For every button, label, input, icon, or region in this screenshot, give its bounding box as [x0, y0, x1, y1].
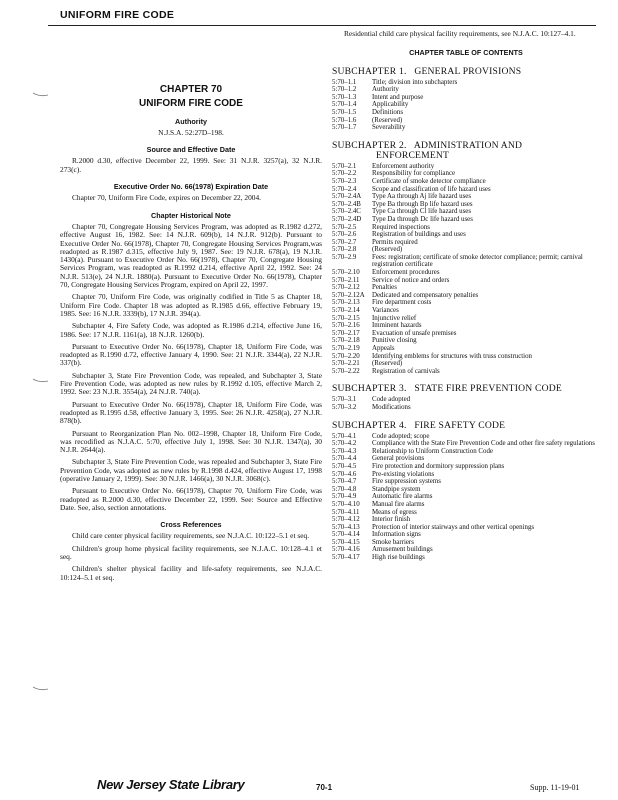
toc-section-list — [332, 79, 600, 132]
section-number: 5:70–4.5 — [332, 462, 357, 470]
history-notes — [60, 223, 322, 512]
supplement-date: Supp. 11-19-01 — [530, 783, 580, 792]
section-number: 5:70–2.4B — [332, 200, 361, 208]
section-title: Imminent hazards — [372, 322, 422, 330]
section-title: Amusement buildings — [372, 546, 433, 554]
toc-entry[interactable] — [332, 94, 600, 102]
section-number: 5:70–2.17 — [332, 329, 360, 337]
toc-entry[interactable] — [332, 224, 600, 232]
section-title: Type Aa through Aj life hazard uses — [372, 193, 472, 201]
toc-entry[interactable] — [332, 455, 600, 463]
section-title: Identifying emblems for structures with truss construction — [372, 352, 532, 360]
history-paragraph: Pursuant to Executive Order No. 66(1978), Chapter 18, Uniform Fire Code, was readopted as R.1990 d.72, effective January 4, 1990. See: 21 N.J.R. 3344(a), 22 N.J.R. 337(b). — [60, 341, 322, 368]
section-number: 5:70–2.4A — [332, 193, 362, 201]
section-number: 5:70–2.3 — [332, 177, 357, 185]
toc-entry[interactable] — [332, 307, 600, 315]
toc-entry[interactable] — [332, 546, 600, 554]
toc-entry[interactable] — [332, 239, 600, 247]
history-paragraph: Chapter 70, Congregate Housing Services Program, was adopted as R.1982 d.272, effective August 16, 1982. See: 14 N.J.R. 609(b), 14 N.J.R. 912(b). Pursuant to Executive Order No. 66(1978), Chapter 70, Congregate Housing Services Program,was readopted as R.1987 d.315, effective July 9, 1987. See: 19 N.J.R. 678(a), 19 N.J.R. 1430(a). Pursuant to Executive Order No. 66(1978), Chapter 70, Congregate Housing Services Program, was readopted as R.1992 d.214, effective April 22, 1992. See: 24 N.J.R. 513(e), 24 N.J.R. 1880(a). Pursuant to Executive Order No. 66(1978), Chapter 70, Congregate Housing Services Program, expired on April 22, 1997. — [60, 221, 322, 290]
section-title: Modifications — [372, 403, 411, 411]
source-text: R.2000 d.30, effective December 22, 1999. See: 31 N.J.R. 3257(a), 32 N.J.R. 273(c). — [60, 156, 322, 174]
cross-reference-paragraph: Children's shelter physical facility and life-safety requirements, see N.J.A.C. 10:124–5.1 et seq. — [60, 564, 322, 582]
toc-entry[interactable] — [332, 231, 600, 239]
section-title: Penalties — [372, 284, 397, 292]
section-number: 5:70–4.1 — [332, 432, 357, 440]
history-paragraph: Pursuant to Executive Order No. 66(1978), Chapter 70, Uniform Fire Code, was readopted as R.2000 d.30, effective December 22, 1999. See: Source and Effective Date. See, also, section annotations. — [60, 486, 322, 512]
section-title: Applicability — [372, 101, 409, 109]
section-number: 5:70–4.3 — [332, 447, 357, 455]
section-number: 5:70–2.12 — [332, 284, 360, 292]
subchapter-title-continued: ENFORCEMENT — [376, 149, 450, 161]
section-title: Evacuation of unsafe premises — [372, 329, 457, 337]
section-title: Means of egress — [372, 508, 417, 516]
section-title: Information signs — [372, 531, 421, 539]
section-number: 5:70–2.4C — [332, 208, 361, 216]
section-title: Code adopted — [372, 396, 411, 404]
section-number: 5:70–4.16 — [332, 546, 360, 554]
section-number: 5:70–1.2 — [332, 86, 357, 94]
toc-entry[interactable] — [332, 433, 600, 441]
section-number: 5:70–2.15 — [332, 314, 360, 322]
section-title: High rise buildings — [372, 554, 425, 562]
section-number: 5:70–2.18 — [332, 337, 360, 345]
section-number: 5:70–2.9 — [332, 253, 357, 261]
section-title: Registration of carnivals — [372, 367, 440, 375]
toc-entry[interactable] — [332, 463, 600, 471]
section-number: 5:70–2.2 — [332, 170, 357, 178]
section-number: 5:70–4.2 — [332, 440, 357, 448]
section-number: 5:70–2.16 — [332, 322, 360, 330]
section-number: 5:70–4.17 — [332, 554, 360, 562]
section-number: 5:70–4.15 — [332, 538, 360, 546]
toc-entry[interactable] — [332, 404, 600, 412]
section-number: 5:70–2.20 — [332, 352, 360, 360]
chapter-title: UNIFORM FIRE CODE — [139, 98, 243, 110]
section-title: Appeals — [372, 345, 395, 352]
section-title: Variances — [372, 307, 399, 315]
toc-entry[interactable] — [332, 440, 600, 448]
toc-entry[interactable] — [332, 509, 600, 517]
section-title: Relationship to Uniform Construction Code — [372, 447, 493, 455]
toc-entry[interactable] — [332, 117, 600, 125]
toc-entry[interactable] — [332, 345, 600, 353]
section-title: Type Ba through Bp life hazard uses — [372, 200, 473, 208]
toc-entry[interactable] — [332, 284, 600, 292]
toc-entry[interactable] — [332, 254, 600, 269]
section-title: Smoke barriers — [372, 538, 414, 546]
section-title: Code adopted; scope — [372, 432, 430, 440]
cross-reference-continued: Residential child care physical facility requirements, see N.J.A.C. 10:127–4.1. — [344, 29, 576, 38]
chapter-number: CHAPTER 70 — [159, 84, 223, 95]
toc-entry[interactable] — [332, 201, 600, 209]
running-header: UNIFORM FIRE CODE — [60, 9, 175, 21]
section-number: 5:70–4.8 — [332, 485, 357, 493]
subchapter-heading — [332, 384, 600, 394]
section-title: Permits required — [372, 238, 418, 246]
history-paragraph: Pursuant to Executive Order No. 66(1978), Chapter 18, Uniform Fire Code, was readopted as R.1995 d.58, effective January 3, 1995. See: 26 N.J.R. 4258(a), 27 N.J.R. 878(b). — [60, 399, 322, 426]
section-title: Fire protection and dormitory suppression plans — [372, 462, 505, 470]
section-title: Registration of buildings and uses — [372, 231, 466, 239]
toc-entry[interactable] — [332, 315, 600, 323]
toc-entry[interactable] — [332, 531, 600, 539]
section-title: (Reserved) — [372, 360, 403, 368]
toc-entry[interactable] — [332, 216, 600, 224]
right-column — [332, 30, 600, 562]
authority-heading: Authority — [175, 116, 207, 126]
section-title: Scope and classification of life hazard uses — [372, 185, 491, 193]
toc-entry[interactable] — [332, 109, 600, 117]
section-number: 5:70–2.10 — [332, 269, 360, 277]
section-number: 5:70–2.21 — [332, 360, 360, 368]
toc-entry[interactable] — [332, 337, 600, 345]
toc-section-list — [332, 396, 600, 411]
left-column — [60, 30, 322, 586]
toc-entry[interactable] — [332, 178, 600, 186]
section-number: 5:70–1.6 — [332, 116, 357, 124]
section-number: 5:70–2.12A — [332, 291, 365, 299]
section-title: Standpipe system — [372, 485, 421, 493]
history-heading: Chapter Historical Note — [151, 210, 231, 220]
section-title: Authority — [372, 86, 399, 94]
section-title: Type Ca through Cl life hazard uses — [372, 208, 472, 216]
cross-references — [60, 532, 322, 581]
section-number: 5:70–2.8 — [332, 246, 357, 254]
section-title: Required inspections — [372, 223, 430, 231]
toc-entry[interactable] — [332, 516, 600, 524]
section-number: 5:70–1.1 — [332, 78, 357, 86]
section-number: 5:70–2.1 — [332, 162, 357, 170]
history-paragraph: Subchapter 4, Fire Safety Code, was adopted as R.1986 d.214, effective June 16, 1986. See: 17 N.J.R. 1161(a), 18 N.J.R. 1260(b). — [60, 321, 322, 339]
toc-section-list — [332, 433, 600, 562]
toc-entry[interactable] — [332, 478, 600, 486]
table-of-contents — [332, 67, 600, 562]
subchapter-heading — [332, 67, 600, 77]
toc-entry[interactable] — [332, 353, 600, 361]
section-title: Compliance with the State Fire Prevention Code and other fire safety regulations — [372, 440, 595, 448]
toc-entry[interactable] — [332, 539, 600, 547]
toc-entry[interactable] — [332, 101, 600, 109]
section-title: Responsibility for compliance — [372, 170, 456, 178]
margin-mark — [32, 90, 50, 100]
page-number: 70-1 — [316, 783, 333, 792]
toc-entry[interactable] — [332, 396, 600, 404]
section-number: 5:70–1.5 — [332, 108, 357, 116]
section-number: 5:70–3.2 — [332, 403, 357, 411]
toc-entry[interactable] — [332, 299, 600, 307]
section-title: Enforcement authority — [372, 162, 435, 170]
section-title: Service of notice and orders — [372, 276, 450, 284]
section-title: Interior finish — [372, 516, 411, 524]
toc-entry[interactable] — [332, 186, 600, 194]
section-number: 5:70–4.7 — [332, 478, 357, 486]
subchapter-heading — [332, 421, 600, 431]
toc-entry[interactable] — [332, 208, 600, 216]
toc-entry[interactable] — [332, 86, 600, 94]
margin-mark — [32, 684, 50, 694]
section-number: 5:70–3.1 — [332, 396, 357, 404]
toc-entry[interactable] — [332, 170, 600, 178]
section-number: 5:70–2.14 — [332, 307, 360, 315]
section-title: Protection of interior stairways and other vertical openings — [372, 523, 535, 531]
subchapter-title: SUBCHAPTER 2. ADMINISTRATION AND — [332, 139, 523, 151]
margin-mark — [32, 376, 50, 386]
section-title: Fees: registration; certificate of smoke detector compliance; permit; carnival registration certificate — [372, 253, 583, 269]
toc-entry[interactable] — [332, 277, 600, 285]
history-paragraph: Pursuant to Reorganization Plan No. 002–1998, Chapter 18, Uniform Fire Code, was recodified as N.J.A.C. 5:70, effective July 1, 1998. See: 30 N.J.R. 1347(a), 30 N.J.R. 2644(a). — [60, 428, 322, 455]
library-stamp: New Jersey State Library — [97, 777, 245, 792]
history-paragraph: Subchapter 3, State Fire Prevention Code, was repealed, and Subchapter 3, State Fire Prevention Code, was adopted as new rules by R.1992 d.105, effective March 2, 1992. See: 23 N.J.R. 3554(a), 24 N.J.R. 740(a). — [60, 370, 322, 397]
section-number: 5:70–4.4 — [332, 455, 357, 463]
section-title: Severability — [372, 124, 406, 132]
toc-entry[interactable] — [332, 448, 600, 456]
cross-references-heading: Cross References — [160, 520, 222, 530]
section-number: 5:70–1.7 — [332, 124, 357, 132]
section-number: 5:70–2.11 — [332, 276, 360, 284]
section-title: Punitive closing — [372, 337, 417, 345]
section-number: 5:70–2.19 — [332, 345, 360, 352]
section-number: 5:70–4.6 — [332, 470, 357, 478]
section-number: 5:70–4.10 — [332, 500, 360, 508]
section-number: 5:70–1.3 — [332, 93, 357, 101]
section-number: 5:70–1.4 — [332, 101, 357, 109]
header-rule — [48, 25, 596, 26]
section-number: 5:70–2.4D — [332, 215, 362, 223]
toc-entry[interactable] — [332, 368, 600, 376]
section-number: 5:70–2.4 — [332, 185, 357, 193]
toc-entry[interactable] — [332, 360, 600, 368]
section-title: Manual fire alarms — [372, 500, 425, 508]
section-number: 5:70–4.11 — [332, 508, 360, 516]
subchapter-title: SUBCHAPTER 4. FIRE SAFETY CODE — [332, 419, 506, 431]
toc-entry[interactable] — [332, 124, 600, 132]
section-title: Dedicated and compensatory penalties — [372, 291, 479, 299]
section-number: 5:70–4.12 — [332, 516, 360, 524]
section-title: (Reserved) — [372, 116, 403, 124]
history-paragraph: Chapter 70, Uniform Fire Code, was originally codified in Title 5 as Chapter 18, Uniform Fire Code. Chapter 18 was adopted as R.1985 d.66, effective February 19, 1985. See: 16 N.J.R. 3339(b), 17 N.J.R. 394(a). — [60, 292, 322, 318]
section-title: Automatic fire alarms — [372, 493, 433, 501]
toc-entry[interactable] — [332, 554, 600, 562]
section-number: 5:70–2.6 — [332, 231, 357, 239]
toc-entry[interactable] — [332, 163, 600, 171]
toc-entry[interactable] — [332, 193, 600, 201]
section-number: 5:70–2.22 — [332, 367, 360, 375]
cross-reference-paragraph: Child care center physical facility requirements, see N.J.A.C. 10:122–5.1 et seq. — [72, 531, 310, 541]
toc-entry[interactable] — [332, 246, 600, 254]
subchapter-title: SUBCHAPTER 3. STATE FIRE PREVENTION CODE — [332, 383, 562, 395]
toc-entry[interactable] — [332, 524, 600, 532]
toc-entry[interactable] — [332, 79, 600, 87]
section-title: General provisions — [372, 455, 425, 463]
section-title: Certificate of smoke detector compliance — [372, 177, 486, 185]
section-number: 5:70–4.14 — [332, 531, 360, 539]
toc-entry[interactable] — [332, 501, 600, 509]
toc-entry[interactable] — [332, 269, 600, 277]
subchapter-heading — [332, 141, 600, 161]
executive-order-heading: Executive Order No. 66(1978) Expiration Date — [113, 182, 269, 192]
section-title: Title; division into subchapters — [372, 78, 458, 86]
toc-heading: CHAPTER TABLE OF CONTENTS — [409, 48, 523, 58]
authority-text: N.J.S.A. 52:27D–198. — [158, 127, 224, 137]
section-number: 5:70–2.7 — [332, 238, 357, 246]
toc-entry[interactable] — [332, 292, 600, 300]
source-heading: Source and Effective Date — [146, 145, 236, 155]
section-number: 5:70–4.13 — [332, 523, 360, 531]
cross-reference-paragraph: Children's group home physical facility requirements, see N.J.A.C. 10:128–4.1 et seq. — [60, 543, 322, 562]
section-title: Fire suppression systems — [372, 478, 441, 486]
section-title: Definitions — [372, 108, 404, 116]
section-title: Intent and purpose — [372, 93, 424, 101]
section-title: Type Da through Dc life hazard uses — [372, 215, 473, 223]
section-title: Fire department costs — [372, 299, 432, 307]
toc-entry[interactable] — [332, 493, 600, 501]
toc-section-list — [332, 163, 600, 376]
toc-entry[interactable] — [332, 471, 600, 479]
section-title: Injunctive relief — [372, 314, 417, 322]
toc-entry[interactable] — [332, 486, 600, 494]
toc-entry[interactable] — [332, 330, 600, 338]
toc-entry[interactable] — [332, 322, 600, 330]
section-number: 5:70–2.13 — [332, 299, 360, 307]
history-paragraph: Subchapter 3, State Fire Prevention Code, was repealed and Subchapter 3, State Fire Prevention Code, was adopted as new rules by R.1998 d.424, effective August 17, 1998 (operative January 2, 1999). See: 30 N.J.R. 1466(a), 30 N.J.R. 3068(c). — [60, 457, 322, 483]
section-title: Pre-existing violations — [372, 470, 435, 478]
section-title: (Reserved) — [372, 246, 403, 254]
section-number: 5:70–2.5 — [332, 223, 357, 231]
section-number: 5:70–4.9 — [332, 493, 357, 501]
subchapter-title: SUBCHAPTER 1. GENERAL PROVISIONS — [332, 65, 522, 77]
section-title: Enforcement procedures — [372, 269, 440, 277]
executive-order-text: Chapter 70, Uniform Fire Code, expires on December 22, 2004. — [72, 193, 262, 203]
